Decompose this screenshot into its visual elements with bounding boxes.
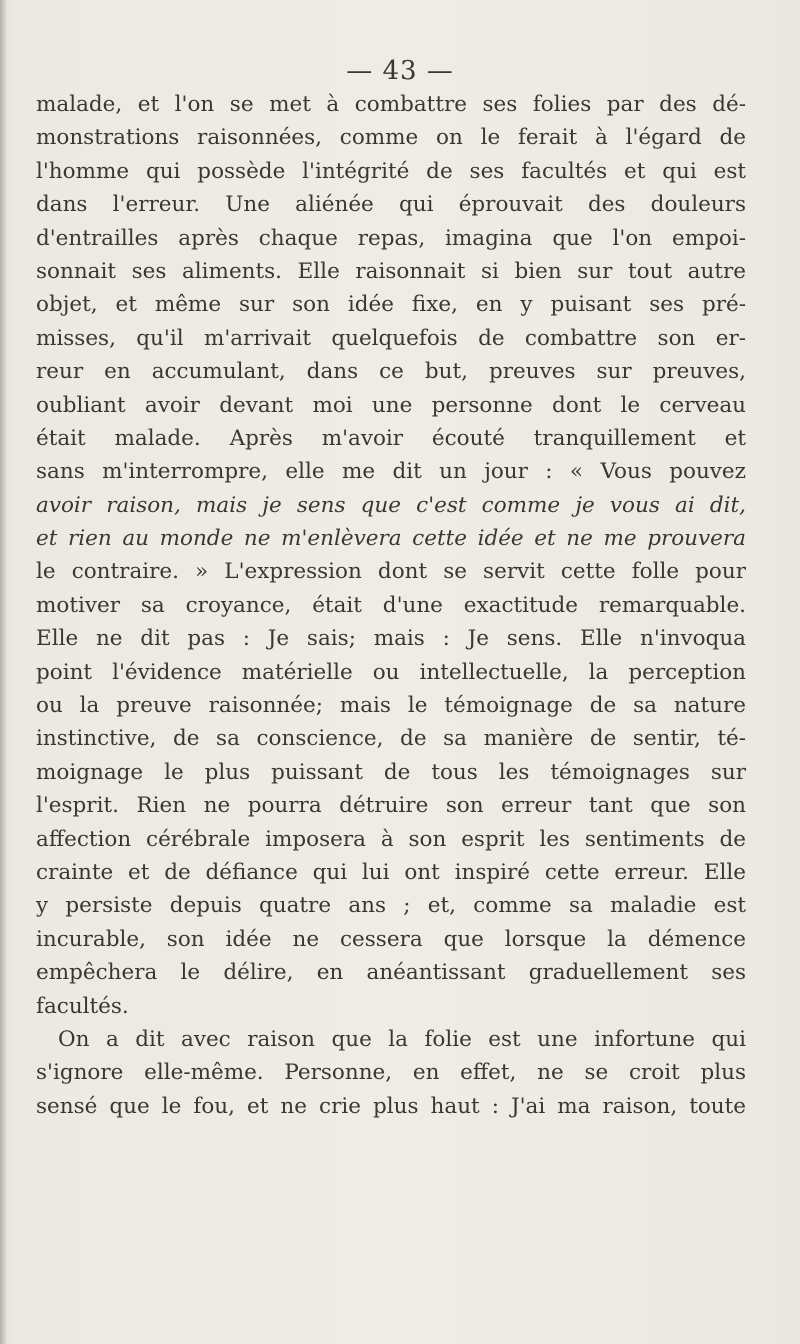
text-line: instinctive, de sa conscience, de sa manière de sentir, té- xyxy=(36,726,746,752)
text-line: sensé que le fou, et ne crie plus haut : J'ai ma raison, toute xyxy=(36,1093,746,1119)
text-line: empêchera le délire, en anéantissant graduellement ses xyxy=(36,960,746,986)
text-line: Elle ne dit pas : Je sais; mais : Je sens. Elle n'invoqua xyxy=(36,626,746,652)
text-line: objet, et même sur son idée fixe, en y puisant ses pré- xyxy=(36,292,746,318)
text-line: moignage le plus puissant de tous les témoignages sur xyxy=(36,759,746,785)
page-number: — 43 — xyxy=(346,56,454,86)
body-text xyxy=(36,88,746,1123)
text-line: motiver sa croyance, était d'une exactitude remarquable. xyxy=(36,592,746,618)
text-line: dans l'erreur. Une aliénée qui éprouvait des douleurs xyxy=(36,192,746,218)
text-line: incurable, son idée ne cessera que lorsque la démence xyxy=(36,926,746,952)
text-line: malade, et l'on se met à combattre ses folies par des dé- xyxy=(36,92,746,117)
text-line: était malade. Après m'avoir écouté tranquillement et xyxy=(36,425,746,451)
text-line: monstrations raisonnées, comme on le ferait à l'égard de xyxy=(36,125,746,151)
paragraph-start-line: On a dit avec raison que la folie est une infortune qui xyxy=(58,1026,746,1052)
text-line: point l'évidence matérielle ou intellectuelle, la perception xyxy=(36,659,746,685)
text-line: et rien au monde ne m'enlèvera cette idée et ne me prouvera xyxy=(36,526,746,552)
text-line: ou la preuve raisonnée; mais le témoignage de sa nature xyxy=(36,693,746,719)
text-line: reur en accumulant, dans ce but, preuves sur preuves, xyxy=(36,359,746,385)
text-line: misses, qu'il m'arrivait quelquefois de combattre son er- xyxy=(36,325,746,351)
text-line: s'ignore elle-même. Personne, en effet, ne se croit plus xyxy=(36,1060,746,1086)
text-line: l'esprit. Rien ne pourra détruire son erreur tant que son xyxy=(36,793,746,819)
text-line: d'entrailles après chaque repas, imagina que l'on empoi- xyxy=(36,225,746,251)
text-line: facultés. xyxy=(36,993,129,1019)
text-line: avoir raison, mais je sens que c'est comme je vous ai dit, xyxy=(36,492,746,518)
text-line: y persiste depuis quatre ans ; et, comme sa maladie est xyxy=(36,893,746,919)
text-line: affection cérébrale imposera à son esprit les sentiments de xyxy=(36,826,746,852)
text-line: sans m'interrompre, elle me dit un jour : « Vous pouvez xyxy=(36,459,746,485)
text-line: l'homme qui possède l'intégrité de ses facultés et qui est xyxy=(36,158,746,184)
page-binding-edge xyxy=(0,0,6,1344)
text-line: sonnait ses aliments. Elle raisonnait si bien sur tout autre xyxy=(36,258,746,284)
text-line: le contraire. » L'expression dont se servit cette folle pour xyxy=(36,559,746,585)
text-line: oubliant avoir devant moi une personne dont le cerveau xyxy=(36,392,746,418)
text-line: crainte et de défiance qui lui ont inspiré cette erreur. Elle xyxy=(36,859,746,885)
